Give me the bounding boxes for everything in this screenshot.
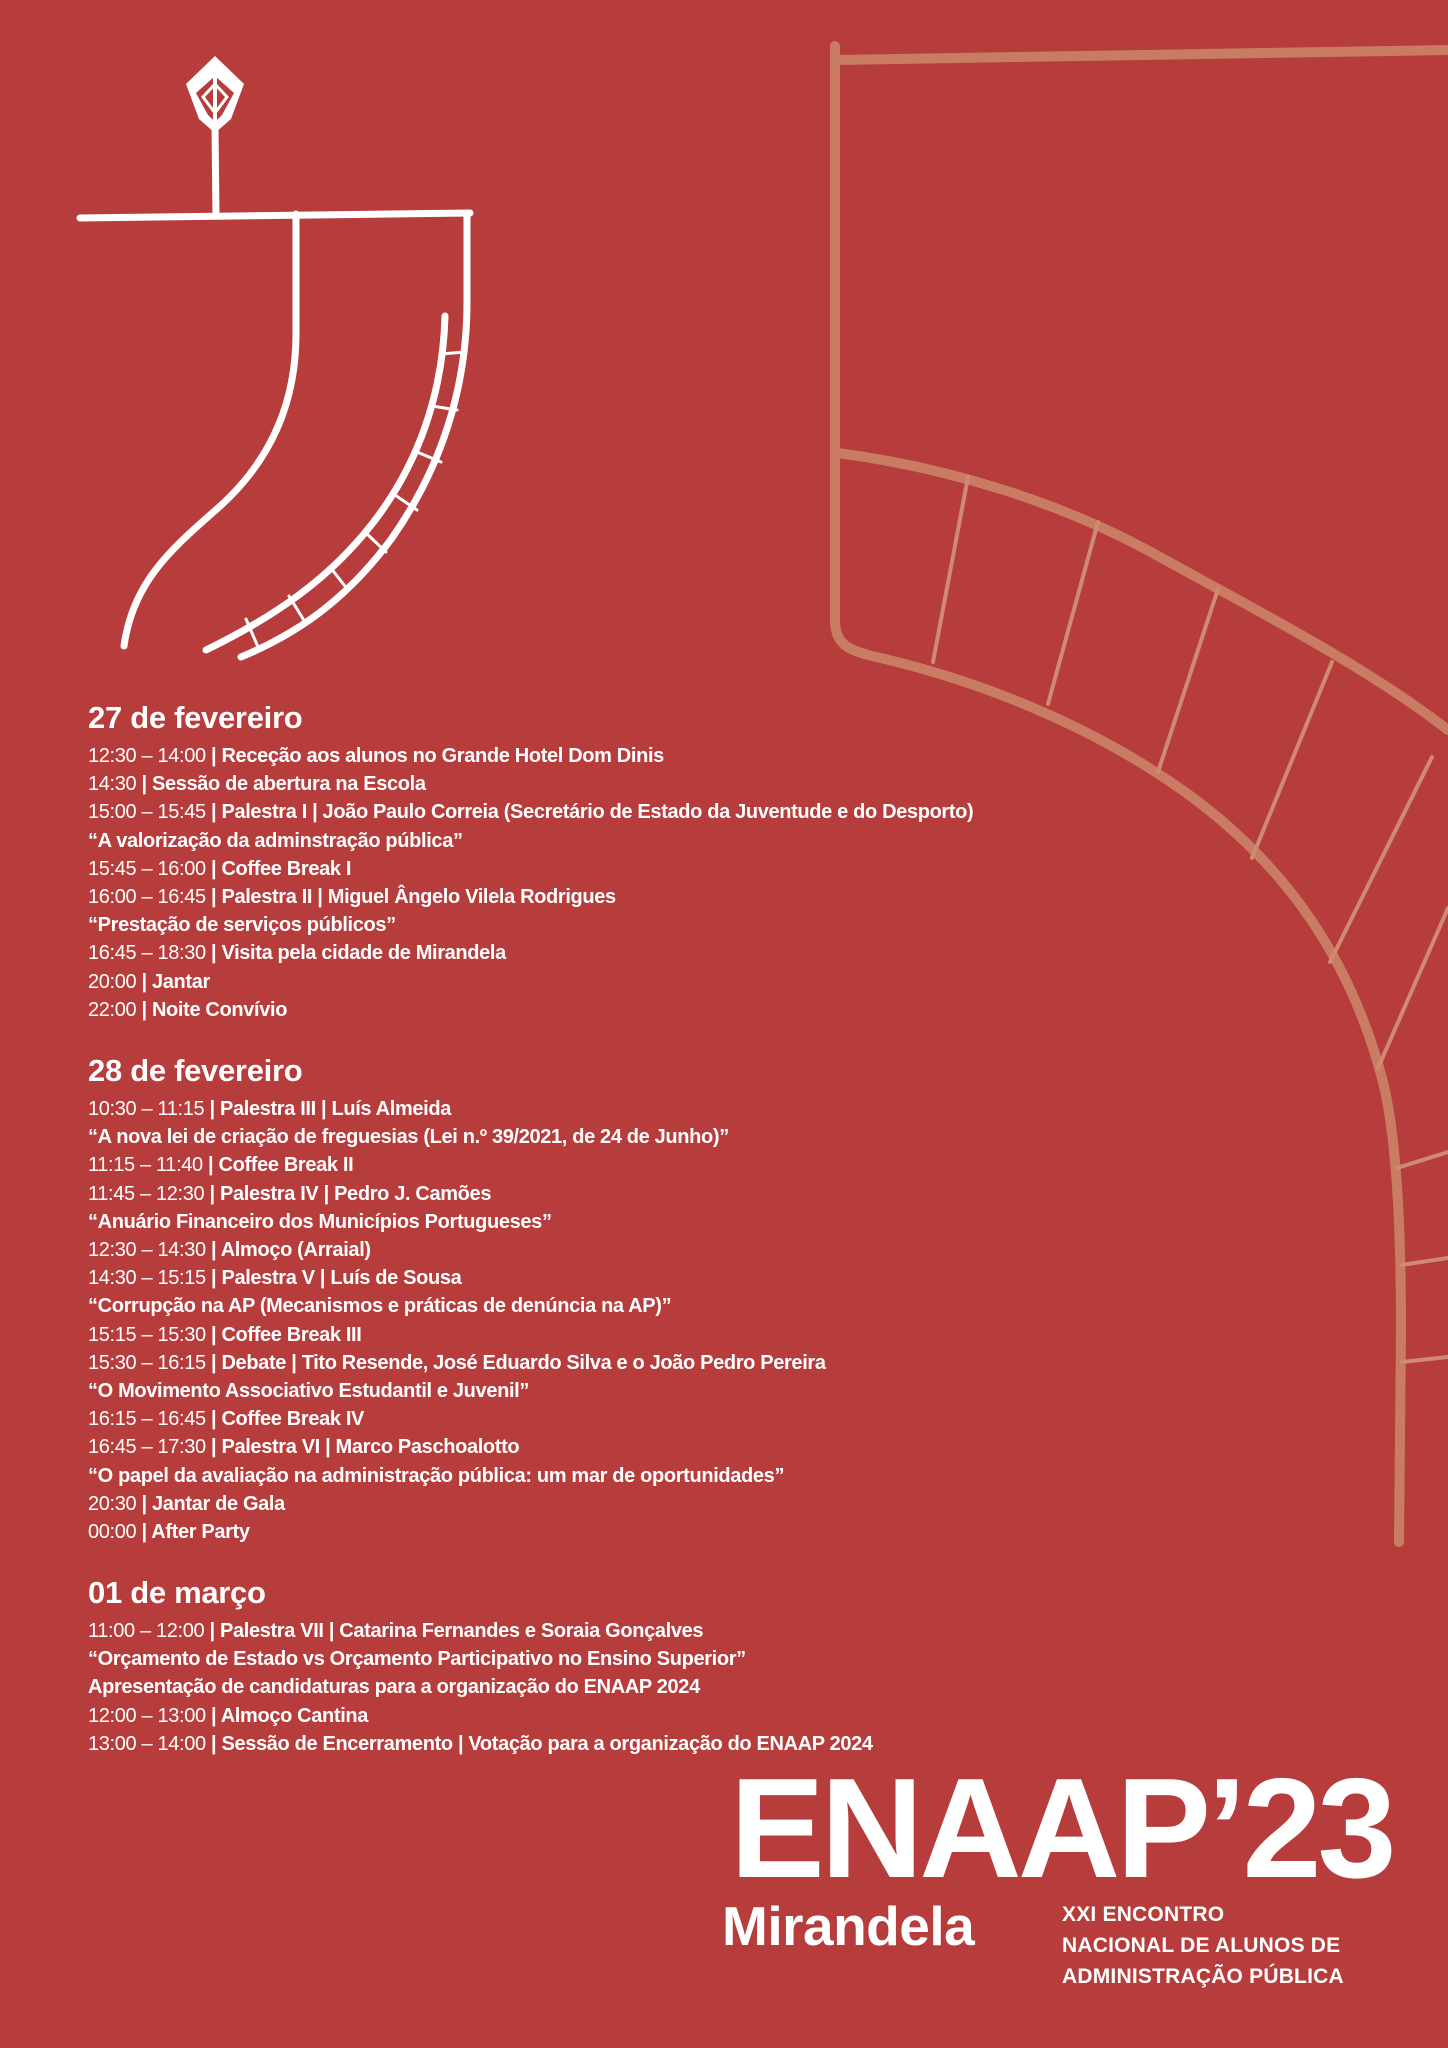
day-heading: 01 de março (88, 1575, 266, 1610)
schedule-day-01-mar (88, 1575, 873, 1758)
event-subtitle-line: XXI ENCONTRO (1062, 1903, 1225, 1926)
schedule-line: 15:00 – 15:45 | Palestra I | João Paulo Correia (Secretário de Estado da Juventude e do Desporto) (88, 801, 974, 824)
schedule-line: 00:00 | After Party (88, 1521, 250, 1544)
bridge-inner-ladder-curve (206, 316, 445, 650)
schedule-line: 16:45 – 17:30 | Palestra VI | Marco Paschoalotto (88, 1436, 520, 1459)
day-heading: 27 de fevereiro (88, 700, 303, 735)
schedule-line: “A nova lei de criação de freguesias (Lei n.º 39/2021, de 24 de Junho)” (88, 1126, 729, 1149)
schedule-line: “Corrupção na AP (Mecanismos e práticas de denúncia na AP)” (88, 1295, 672, 1318)
bridge-outer-ladder-curve (241, 302, 467, 657)
schedule-line: “O papel da avaliação na administração pública: um mar de oportunidades” (88, 1464, 785, 1487)
day-heading: 28 de fevereiro (88, 1053, 303, 1088)
schedule-line: 13:00 – 14:00 | Sessão de Encerramento | Votação para a organização do ENAAP 2024 (88, 1732, 873, 1755)
bridge-inner-arch (124, 214, 296, 646)
arch-rung (1330, 757, 1432, 962)
schedule-line: 12:30 – 14:30 | Almoço (Arraial) (88, 1239, 371, 1262)
arch-rung (1397, 1152, 1448, 1168)
ladder-rung (246, 619, 258, 647)
arch-rung (933, 477, 968, 662)
ladder-rung (432, 406, 457, 410)
event-location: Mirandela (722, 1895, 975, 1957)
arch-rung (1402, 1357, 1448, 1362)
arch-rung (1252, 662, 1332, 858)
schedule-line: “Prestação de serviços públicos” (88, 914, 396, 937)
event-logo: ENAAP’23 (730, 1749, 1393, 1908)
ladder-rung (417, 452, 441, 462)
schedule-line: “A valorização da adminstração pública” (88, 829, 463, 852)
schedule-line: 16:15 – 16:45 | Coffee Break IV (88, 1408, 365, 1431)
ladder-rung (440, 352, 466, 354)
schedule-line: Apresentação de candidaturas para a organização do ENAAP 2024 (88, 1676, 700, 1699)
schedule-day-27-fev (88, 700, 973, 1024)
schedule-line: 11:15 – 11:40 | Coffee Break II (88, 1154, 354, 1177)
ladder-rung (395, 495, 417, 510)
arch-outer-curve (837, 453, 1448, 730)
schedule-day-28-fev (88, 1053, 826, 1546)
schedule-line: 20:30 | Jantar de Gala (88, 1492, 285, 1515)
schedule-line: 15:15 – 15:30 | Coffee Break III (88, 1323, 362, 1346)
arch-rung (1048, 522, 1098, 704)
schedule-line: 14:30 | Sessão de abertura na Escola (88, 773, 426, 796)
schedule-line: “O Movimento Associativo Estudantil e Juvenil” (88, 1380, 530, 1403)
schedule-line: 12:00 – 13:00 | Almoço Cantina (88, 1704, 369, 1727)
schedule-line: 11:45 – 12:30 | Palestra IV | Pedro J. Camões (88, 1182, 492, 1205)
schedule-line: 20:00 | Jantar (88, 970, 210, 993)
lantern-icon (186, 56, 244, 133)
arch-top-line (835, 50, 1448, 60)
arch-rung (1378, 908, 1448, 1068)
bridge-deck-line (80, 213, 470, 218)
ladder-rung (366, 533, 386, 552)
schedule-line: 16:45 – 18:30 | Visita pela cidade de Mirandela (88, 942, 506, 965)
arch-rung (1401, 1258, 1448, 1265)
schedule-line: “Anuário Financeiro dos Municípios Portugueses” (88, 1210, 552, 1233)
schedule-line: 15:30 – 16:15 | Debate | Tito Resende, José Eduardo Silva e o João Pedro Pereira (88, 1351, 826, 1374)
schedule-line: 12:30 – 14:00 | Receção aos alunos no Grande Hotel Dom Dinis (88, 745, 664, 767)
schedule-line: 16:00 – 16:45 | Palestra II | Miguel Ângelo Vilela Rodrigues (88, 886, 616, 909)
ladder-rung (289, 596, 305, 622)
schedule-line: 15:45 – 16:00 | Coffee Break I (88, 857, 352, 880)
schedule-line: “Orçamento de Estado vs Orçamento Participativo no Ensino Superior” (88, 1648, 746, 1671)
schedule-line: 22:00 | Noite Convívio (88, 998, 288, 1021)
event-subtitle (1062, 1899, 1344, 1992)
schedule-line: 11:00 – 12:00 | Palestra VII | Catarina Fernandes e Soraia Gonçalves (88, 1620, 704, 1642)
schedule-line: 14:30 – 15:15 | Palestra V | Luís de Sousa (88, 1267, 462, 1290)
lantern-pole (215, 128, 216, 216)
bridge-lantern-illustration-icon (0, 0, 520, 700)
arch-rung (1158, 589, 1218, 772)
schedule-line: 10:30 – 11:15 | Palestra III | Luís Almeida (88, 1098, 452, 1120)
event-subtitle-line: ADMINISTRAÇÃO PÚBLICA (1062, 1965, 1344, 1988)
ladder-rung (330, 567, 348, 590)
event-subtitle-line: NACIONAL DE ALUNOS DE (1062, 1934, 1341, 1957)
